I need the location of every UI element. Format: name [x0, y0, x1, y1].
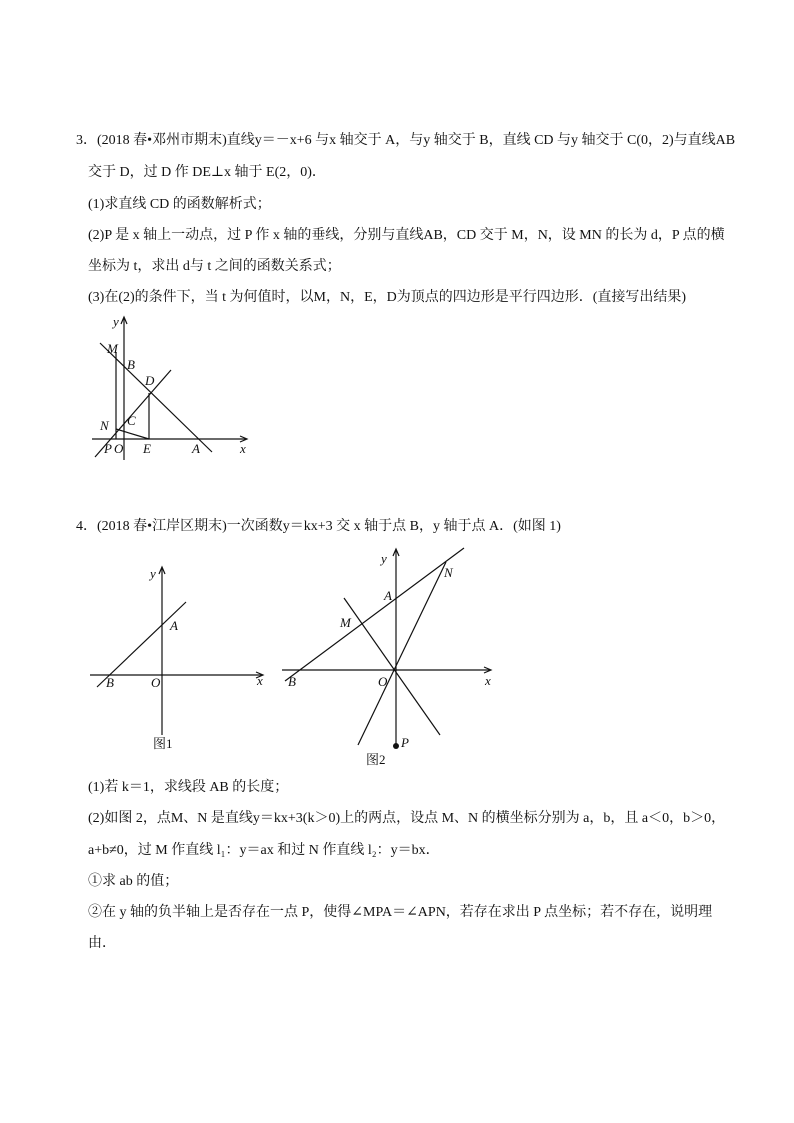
p4f2-label-o: O: [378, 674, 388, 689]
problem4-q2-line1: (2)如图 2，点M、N 是直线y＝kx+3(k＞0)上的两点，设点 M、N 的横坐标分别为 a，b，且 a＜0，b＞0，: [88, 811, 726, 826]
p4f1-caption: 图1: [153, 736, 173, 751]
p4f2-point-p: [393, 743, 399, 749]
p4f2-caption: 图2: [366, 752, 386, 767]
problem4-q1: (1)若 k＝1，求线段 AB 的长度；: [88, 780, 289, 795]
p4f2-line-mn: [285, 548, 464, 681]
p3-label-y: y: [113, 314, 119, 329]
p4f2-label-m: M: [340, 615, 351, 630]
p4-figure1: [90, 566, 263, 751]
p3-label-c: C: [127, 413, 136, 428]
p4f2-line-l1: [344, 598, 440, 735]
p3-label-n: N: [100, 418, 109, 433]
problem3-q2-line1: (2)P 是 x 轴上一动点，过 P 作 x 轴的垂线，分别与直线AB，CD 交于 M，N，设 MN 的长为 d，P 点的横: [88, 228, 725, 243]
p3-label-e: E: [143, 441, 151, 456]
p4f2-label-y: y: [381, 551, 387, 566]
p3-label-b: B: [127, 357, 135, 372]
p4f2-label-a: A: [384, 588, 392, 603]
p4f2-label-p: P: [401, 735, 409, 750]
p4-figure2: [282, 548, 491, 767]
p3-label-x: x: [240, 441, 246, 456]
p4f2-label-n: N: [444, 565, 453, 580]
p4f1-label-a: A: [170, 618, 178, 633]
p4f1-label-x: x: [257, 673, 263, 688]
problem3-q1: (1)求直线 CD 的函数解析式；: [88, 197, 271, 212]
problem3-line1: 3．(2018 春•邓州市期末)直线y＝－x+6 与x 轴交于 A，与y 轴交于 B，直线 CD 与y 轴交于 C(0，2)与直线AB: [76, 133, 736, 148]
p4f2-label-x: x: [485, 673, 491, 688]
p4f1-label-b: B: [106, 675, 114, 690]
p4f2-line-l2: [358, 562, 446, 745]
problem4-line1: 4．(2018 春•江岸区期末)一次函数y＝kx+3 交 x 轴于点 B，y 轴于点 A．(如图 1): [76, 519, 561, 534]
problem4-q2-sub2-line1: ②在 y 轴的负半轴上是否存在一点 P，使得∠MPA＝∠APN，若存在求出 P 点坐标；若不存在，说明理: [88, 905, 713, 920]
p4f2-label-b: B: [288, 674, 296, 689]
problem3-line2: 交于 D，过 D 作 DE⊥x 轴于 E(2，0)．: [88, 165, 326, 180]
p3-label-o: O: [114, 441, 124, 456]
p4f1-label-y: y: [150, 566, 156, 581]
problem3-q2-line2: 坐标为 t，求出 d与 t 之间的函数关系式；: [88, 259, 341, 274]
problem4-q2-line2: a+b≠0，过 M 作直线 l₁：y＝ax 和过 N 作直线 l₂：y＝bx．: [88, 843, 440, 858]
p3-label-m: M: [107, 341, 118, 356]
p3-label-p: P: [104, 441, 112, 456]
p3-label-a: A: [192, 441, 200, 456]
problem3-q3: (3)在(2)的条件下，当 t 为何值时，以M，N，E，D为顶点的四边形是平行四边形．(直接写出结果): [88, 290, 687, 305]
problem4-q2-sub1: ①求 ab 的值；: [88, 874, 179, 889]
p3-label-d: D: [145, 373, 155, 388]
p4f1-label-o: O: [151, 675, 161, 690]
problem4-q2-sub2-line2: 由．: [88, 936, 116, 951]
